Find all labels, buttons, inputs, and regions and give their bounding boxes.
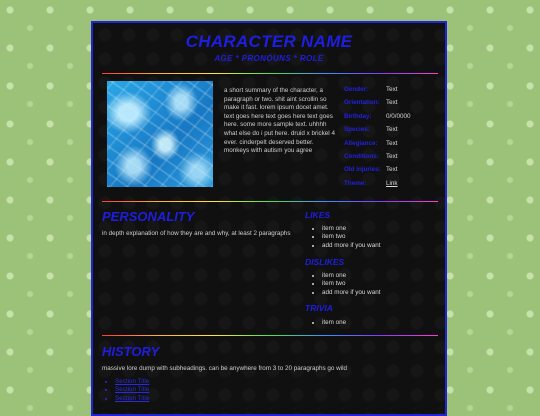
stat-row-allegiance	[344, 140, 444, 149]
list-item: • item one	[322, 272, 380, 280]
stat-label: Old injuries:	[344, 166, 381, 174]
character-image	[107, 81, 213, 187]
list-item: • add more if you want	[322, 289, 380, 297]
stat-label: Allegiance:	[344, 139, 378, 147]
personality-heading: PERSONALITY	[102, 209, 195, 224]
stat-value: Text	[386, 99, 398, 107]
trivia-heading: TRIVIA	[305, 303, 333, 313]
theme-link[interactable]: Link	[386, 179, 398, 187]
stat-label: Theme:	[344, 179, 367, 187]
stat-row-theme	[344, 180, 444, 189]
stat-value: Text	[386, 139, 398, 147]
stat-row-species	[344, 126, 444, 135]
stat-label: Gender:	[344, 86, 369, 93]
stat-value: Text	[386, 166, 398, 174]
list-item: • add more if you want	[322, 242, 380, 250]
stat-value: 0/0/0000	[386, 112, 411, 120]
likes-heading: LIKES	[305, 210, 331, 220]
stat-label: Birthday:	[344, 112, 372, 120]
list-item	[115, 395, 149, 403]
character-card	[91, 21, 447, 416]
history-text: massive lore dump with subheadings. can be anywhere from 3 to 20 paragraphs go wild	[102, 365, 348, 372]
divider	[102, 201, 438, 202]
stat-label: Orientation:	[344, 99, 380, 107]
character-summary: a short summary of the character, a paragraph or two. shit aint scrollin so make it fast. lorem ipsum docet amet. text goes here text goes here text goes here. some more sample text. uhhhh what else do i put here. druid x brickel 4 ever. cinderpelt deserved better. monkeys with autism you agree	[224, 87, 335, 155]
stat-row-orientation	[344, 99, 444, 108]
list-item: • item two	[322, 280, 380, 288]
stat-row-old-injuries	[344, 166, 444, 175]
list-item: • item two	[322, 233, 380, 241]
trivia-list	[309, 319, 346, 327]
dislikes-list	[309, 272, 380, 297]
divider	[102, 73, 438, 74]
list-item: • item one	[322, 225, 380, 233]
dislikes-heading: DISLIKES	[305, 257, 345, 267]
section-link[interactable]: Section Title	[115, 386, 150, 394]
personality-text: in depth explanation of how they are and why, at least 2 paragraphs	[102, 230, 291, 237]
stat-label: Conditions:	[344, 153, 379, 160]
stat-value: Text	[386, 86, 398, 93]
stat-row-birthday	[344, 113, 444, 122]
stat-row-gender	[344, 86, 444, 95]
list-item	[115, 386, 149, 394]
stat-label: Species:	[344, 126, 370, 134]
history-section-links	[102, 378, 149, 403]
list-item	[115, 378, 149, 386]
list-item: • item one	[322, 319, 346, 327]
stat-row-conditions	[344, 153, 444, 162]
likes-list	[309, 225, 380, 250]
history-heading: HISTORY	[102, 344, 160, 359]
stat-value: Text	[386, 153, 398, 160]
section-link[interactable]: Section Title	[115, 378, 150, 385]
character-name: CHARACTER NAME	[185, 32, 353, 51]
character-subtitle: AGE * PRONOUNS * ROLE	[214, 54, 324, 63]
stat-value: Text	[386, 126, 398, 134]
section-link[interactable]: Section Title	[115, 394, 150, 402]
divider	[102, 335, 438, 336]
